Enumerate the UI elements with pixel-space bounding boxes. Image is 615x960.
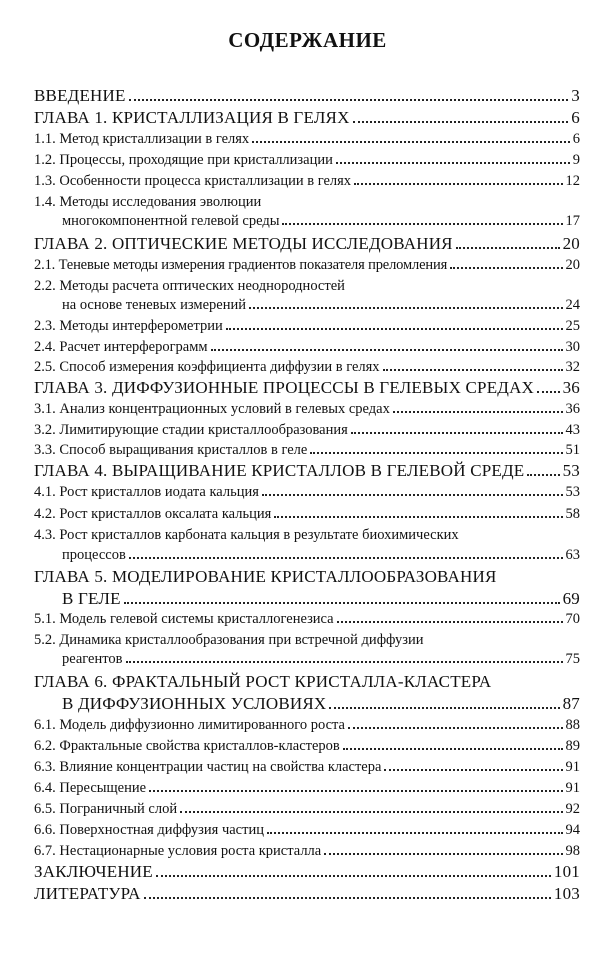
dot-leader — [337, 621, 563, 623]
toc-page-number: 103 — [553, 884, 580, 903]
toc-page-number: 70 — [565, 611, 580, 627]
toc-entry-1-3[interactable] — [34, 173, 580, 190]
toc-entry-label: 4.2. Рост кристаллов оксалата кальция — [34, 506, 272, 522]
toc-entry-label: ЗАКЛЮЧЕНИЕ — [34, 862, 153, 881]
toc-entry-label-continued: В ГЕЛЕ — [62, 589, 121, 608]
toc-entry-label: 6.2. Фрактальные свойства кристаллов-кластеров — [34, 738, 340, 754]
toc-entry-6-6[interactable] — [34, 822, 580, 839]
dot-leader — [324, 853, 562, 855]
toc-page-number: 75 — [565, 651, 580, 667]
toc-page-number: 58 — [565, 506, 580, 522]
toc-page-number: 9 — [572, 152, 580, 168]
toc-entry-1-4[interactable] — [34, 213, 580, 230]
toc-page-number: 30 — [565, 339, 580, 355]
toc-entry-references[interactable] — [34, 884, 580, 904]
dot-leader — [274, 516, 562, 518]
toc-page-number: 53 — [565, 484, 580, 500]
toc-entry-label: 1.2. Процессы, проходящие при кристаллизации — [34, 152, 333, 168]
toc-entry-2-3[interactable] — [34, 318, 580, 335]
dot-leader — [226, 328, 563, 330]
dot-leader — [129, 99, 569, 101]
dot-leader — [343, 748, 563, 750]
toc-page-number: 25 — [565, 318, 580, 334]
toc-entry-chapter-6[interactable] — [34, 694, 580, 714]
toc-entry-label: ГЛАВА 1. КРИСТАЛЛИЗАЦИЯ В ГЕЛЯХ — [34, 108, 350, 127]
toc-entry-label-continued: реагентов — [62, 651, 123, 667]
toc-entry-6-5[interactable] — [34, 801, 580, 818]
toc-entry-5-2[interactable] — [34, 651, 580, 668]
toc-entry-6-4[interactable] — [34, 780, 580, 797]
toc-entry-label: ГЛАВА 2. ОПТИЧЕСКИЕ МЕТОДЫ ИССЛЕДОВАНИЯ — [34, 234, 453, 253]
toc-entry-label: 2.5. Способ измерения коэффициента диффузии в гелях — [34, 359, 380, 375]
dot-leader — [124, 602, 560, 604]
dot-leader — [456, 247, 560, 249]
toc-page-number: 98 — [565, 843, 580, 859]
toc-entry-conclusion[interactable] — [34, 862, 580, 882]
toc-page-number: 24 — [565, 297, 580, 313]
toc-entry-2-4[interactable] — [34, 339, 580, 356]
toc-entry-3-3[interactable] — [34, 442, 580, 459]
dot-leader — [527, 474, 559, 476]
toc-entry-label-continued: на основе теневых измерений — [62, 297, 246, 313]
dot-leader — [336, 162, 570, 164]
dot-leader — [144, 897, 551, 899]
toc-entry-3-2[interactable] — [34, 422, 580, 439]
toc-entry-label: ГЛАВА 3. ДИФФУЗИОННЫЕ ПРОЦЕССЫ В ГЕЛЕВЫХ СРЕДАХ — [34, 378, 535, 397]
dot-leader — [329, 707, 559, 709]
toc-entry-chapter-1[interactable] — [34, 108, 580, 128]
dot-leader — [262, 494, 563, 496]
toc-entry-chapter-2[interactable] — [34, 234, 580, 254]
toc-entry-label: 6.7. Нестационарные условия роста кристалла — [34, 843, 322, 859]
dot-leader — [156, 875, 551, 877]
toc-entry-label: ГЛАВА 4. ВЫРАЩИВАНИЕ КРИСТАЛЛОВ В ГЕЛЕВОЙ СРЕДЕ — [34, 461, 525, 480]
dot-leader — [348, 727, 563, 729]
toc-page-number: 63 — [565, 547, 580, 563]
toc-entry-label: ГЛАВА 6. ФРАКТАЛЬНЫЙ РОСТ КРИСТАЛЛА-КЛАСТЕРА — [34, 672, 492, 691]
dot-leader — [310, 452, 562, 454]
toc-entry-label: 5.2. Динамика кристаллообразования при встречной диффузии — [34, 632, 424, 648]
toc-entry-label-continued: процессов — [62, 547, 126, 563]
toc-entry-label: 6.5. Пограничный слой — [34, 801, 178, 817]
toc-entry-label: 6.3. Влияние концентрации частиц на свойства кластера — [34, 759, 382, 775]
toc-page-number: 92 — [565, 801, 580, 817]
toc-entry-2-1[interactable] — [34, 257, 580, 274]
toc-entry-label: 1.4. Методы исследования эволюции — [34, 194, 262, 210]
toc-entry-chapter-3[interactable] — [34, 378, 580, 398]
toc-entry-label: 5.1. Модель гелевой системы кристаллогенезиса — [34, 611, 334, 627]
toc-title: СОДЕРЖАНИЕ — [228, 28, 387, 52]
toc-page-number: 36 — [562, 378, 580, 397]
toc-entry-6-1[interactable] — [34, 717, 580, 734]
toc-entry-5-1[interactable] — [34, 611, 580, 628]
toc-entry-label-continued: В ДИФФУЗИОННЫХ УСЛОВИЯХ — [62, 694, 327, 713]
toc-entry-label: 2.3. Методы интерферометрии — [34, 318, 223, 334]
dot-leader — [282, 223, 562, 225]
dot-leader — [180, 811, 562, 813]
toc-page-number: 101 — [553, 862, 580, 881]
toc-entry-label: 4.3. Рост кристаллов карбоната кальция в результате биохимических — [34, 527, 459, 543]
toc-page-number: 91 — [565, 759, 580, 775]
toc-entry-label: ВВЕДЕНИЕ — [34, 86, 126, 105]
dot-leader — [383, 369, 563, 371]
dot-leader — [249, 307, 563, 309]
dot-leader — [393, 411, 563, 413]
toc-entry-label: 3.2. Лимитирующие стадии кристаллообразования — [34, 422, 348, 438]
toc-entry-6-7[interactable] — [34, 843, 580, 860]
dot-leader — [450, 267, 562, 269]
dot-leader — [353, 121, 569, 123]
dot-leader — [267, 832, 563, 834]
toc-entry-3-1[interactable] — [34, 401, 580, 418]
dot-leader — [351, 432, 563, 434]
toc-entry-label: 6.6. Поверхностная диффузия частиц — [34, 822, 264, 838]
toc-page-number: 20 — [562, 234, 580, 253]
toc-page-number: 53 — [562, 461, 580, 480]
toc-page-number: 3 — [571, 86, 580, 105]
dot-leader — [129, 557, 563, 559]
toc-entry-4-1[interactable] — [34, 484, 580, 501]
dot-leader — [252, 141, 570, 143]
toc-entry-introduction[interactable] — [34, 86, 580, 106]
toc-page-number: 20 — [565, 257, 580, 273]
dot-leader — [126, 661, 563, 663]
toc-page-number: 89 — [565, 738, 580, 754]
toc-page-number: 88 — [565, 717, 580, 733]
toc-page-number: 69 — [562, 589, 580, 608]
toc-entry-2-5[interactable] — [34, 359, 580, 376]
toc-entry-label: 4.1. Рост кристаллов иодата кальция — [34, 484, 259, 500]
toc-entry-label: 6.1. Модель диффузионно лимитированного роста — [34, 717, 345, 733]
toc-entry-label: 2.1. Теневые методы измерения градиентов показателя преломления — [34, 257, 448, 273]
toc-page-number: 6 — [571, 108, 580, 127]
toc-entry-4-3[interactable] — [34, 547, 580, 564]
toc-entry-label: 2.2. Методы расчета оптических неоднородностей — [34, 278, 345, 294]
toc-entry-label: 2.4. Расчет интерферограмм — [34, 339, 208, 355]
toc-entry-1-2[interactable] — [34, 152, 580, 169]
toc-entry-4-2[interactable] — [34, 506, 580, 523]
toc-page-number: 36 — [565, 401, 580, 417]
dot-leader — [537, 391, 560, 393]
toc-entry-label: 3.1. Анализ концентрационных условий в гелевых средах — [34, 401, 390, 417]
dot-leader — [384, 769, 562, 771]
toc-entry-label: 6.4. Пересыщение — [34, 780, 147, 796]
dot-leader — [149, 790, 562, 792]
toc-entry-chapter-5[interactable] — [34, 589, 580, 609]
toc-entry-label: 1.3. Особенности процесса кристаллизации в гелях — [34, 173, 352, 189]
toc-entry-label-continued: многокомпонентной гелевой среды — [62, 213, 280, 229]
toc-entry-2-2[interactable] — [34, 297, 580, 314]
toc-entry-6-2[interactable] — [34, 738, 580, 755]
toc-page-number: 12 — [565, 173, 580, 189]
toc-entry-6-3[interactable] — [34, 759, 580, 776]
toc-page-number: 43 — [565, 422, 580, 438]
toc-entry-chapter-4[interactable] — [34, 461, 580, 481]
toc-page-number: 17 — [565, 213, 580, 229]
dot-leader — [211, 349, 563, 351]
toc-page-number: 51 — [565, 442, 580, 458]
toc-page-number: 87 — [562, 694, 580, 713]
toc-entry-label: 1.1. Метод кристаллизации в гелях — [34, 131, 250, 147]
toc-entry-label: ГЛАВА 5. МОДЕЛИРОВАНИЕ КРИСТАЛЛООБРАЗОВАНИЯ — [34, 567, 497, 586]
toc-page-number: 6 — [572, 131, 580, 147]
toc-entry-label: ЛИТЕРАТУРА — [34, 884, 141, 903]
toc-page-number: 94 — [565, 822, 580, 838]
toc-entry-1-1[interactable] — [34, 131, 580, 148]
toc-page-number: 91 — [565, 780, 580, 796]
dot-leader — [354, 183, 562, 185]
toc-page-number: 32 — [565, 359, 580, 375]
toc-entry-label: 3.3. Способ выращивания кристаллов в геле — [34, 442, 308, 458]
